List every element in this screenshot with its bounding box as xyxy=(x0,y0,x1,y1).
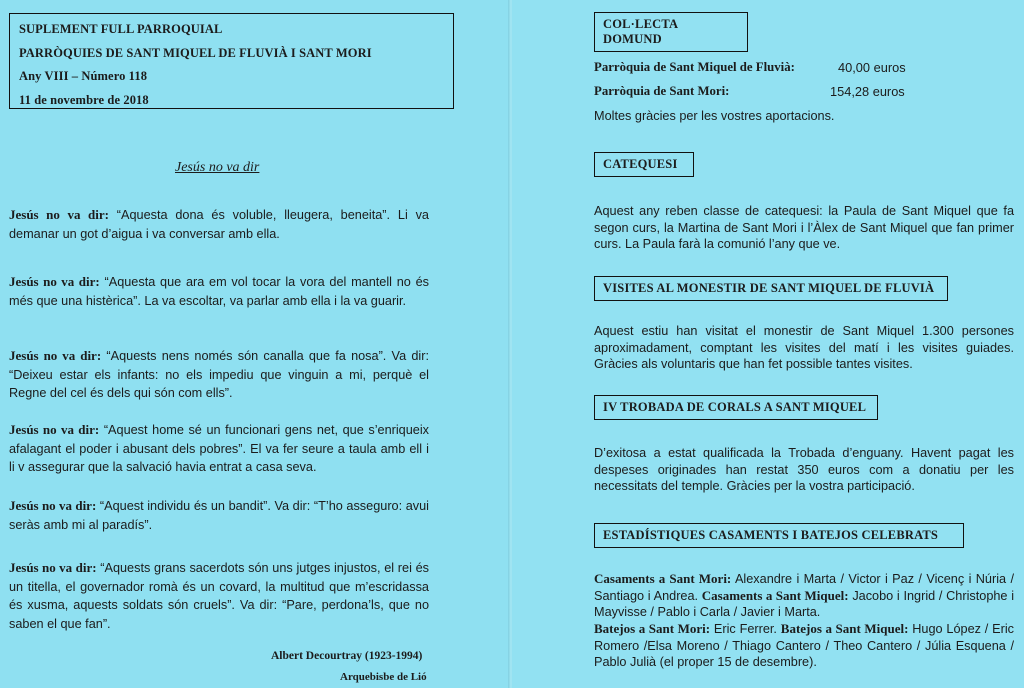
section-heading-visites: VISITES AL MONESTIR DE SANT MIQUEL DE FLUVIÀ xyxy=(594,276,948,301)
batejos-text xyxy=(594,621,1014,671)
article-title: Jesús no va dir xyxy=(175,160,260,175)
batejos-miquel-label: Batejos a Sant Miquel: xyxy=(780,621,909,636)
section-heading-corals: IV TROBADA DE CORALS A SANT MIQUEL xyxy=(594,395,878,420)
paragraph-text: “Aquest home sé un funcionari gens net, que s’enriqueix afalagant el poder i abusant dels pobres”. El va fer seure a taula amb ell i li v assegurar que la salvació havia entrat a casa seva. xyxy=(9,423,429,474)
paragraph-text: “Aquesta que ara em vol tocar la vora del mantell no és més que una histèrica”. La va escoltar, va parlar amb ella i la va guarir. xyxy=(9,275,430,308)
section-heading-estadistiques: ESTADÍSTIQUES CASAMENTS I BATEJOS CELEBRATS xyxy=(594,523,964,548)
paragraph-lead: Jesús no va dir: xyxy=(9,422,100,437)
casaments-text xyxy=(594,571,1014,621)
header-line-date: 11 de novembre de 2018 xyxy=(19,92,149,107)
donation-value: 154,28 euros xyxy=(830,84,905,99)
casaments-mori-label: Casaments a Sant Mori: xyxy=(594,571,732,586)
article-paragraph xyxy=(9,559,429,633)
article-paragraph xyxy=(9,347,429,403)
left-page xyxy=(0,0,510,688)
section-heading-domund: COL·LECTA DOMUND xyxy=(594,12,748,52)
header-box xyxy=(9,13,454,109)
paragraph-lead: Jesús no va dir: xyxy=(9,274,100,289)
batejos-mori-list: Eric Ferrer. xyxy=(713,622,777,636)
header-line-parishes: PARRÒQUIES DE SANT MIQUEL DE FLUVIÀ I SANT MORI xyxy=(19,45,372,60)
signature-role: Arquebisbe de Lió xyxy=(340,671,427,683)
paragraph-lead: Jesús no va dir: xyxy=(9,207,109,222)
section-heading-catequesi: CATEQUESI xyxy=(594,152,694,177)
casaments-mori-list: Alexandre i Marta / Victor i Paz / Vicenç i Núria / Santiago i Andrea. xyxy=(594,572,1014,603)
signature-name: Albert Decourtray (1923-1994) xyxy=(271,650,423,662)
casaments-miquel-list: Jacobo i Ingrid / Christophe i Mayvisse / Pablo i Carla / Javier i Marta. xyxy=(594,588,1015,619)
article-paragraph xyxy=(9,497,429,534)
catequesi-text: Aquest any reben classe de catequesi: la Paula de Sant Miquel que fa segon curs, la Martina de Sant Mori i l’Àlex de Sant Miquel que fan primer curs. La Paula farà la comunió l’any que ve. xyxy=(594,204,1014,251)
casaments-miquel-label: Casaments a Sant Miquel: xyxy=(701,587,849,603)
domund-thanks: Moltes gràcies per les vostres aportacions. xyxy=(594,109,835,123)
paragraph-lead: Jesús no va dir: xyxy=(9,348,102,363)
article-paragraph xyxy=(9,421,429,477)
donation-label: Parròquia de Sant Mori: xyxy=(594,84,730,98)
header-line-issue: Any VIII – Número 118 xyxy=(19,69,148,83)
header-line-supplement: SUPLEMENT FULL PARROQUIAL xyxy=(19,22,223,36)
paragraph-lead: Jesús no va dir: xyxy=(9,498,97,513)
paragraph-text: “Aquesta dona és voluble, lleugera, beneita”. Li va demanar un got d’aigua i va conversar amb ella. xyxy=(9,208,429,241)
paragraph-text: “Aquest individu és un bandit”. Va dir: “T’ho asseguro: avui seràs amb mi al paradís”. xyxy=(9,499,429,532)
batejos-miquel-list: Hugo López / Eric Romero /Elsa Moreno / Thiago Cantero / Theo Cantero / Júlia Esquena / Pablo Julià (el proper 15 de desembre). xyxy=(594,622,1014,669)
paragraph-lead: Jesús no va dir: xyxy=(9,560,97,575)
paragraph-text: “Aquests grans sacerdots són uns jutges injustos, el rei és un titella, el governador romà és un covard, la multitud que m’escridassa és xusma, aquests soldats són cruels”. Va dir: “Pare, perdona’ls, que no saben el que fan”. xyxy=(9,561,429,631)
article-paragraph xyxy=(9,273,429,310)
article-paragraph xyxy=(9,206,429,243)
corals-text: D’exitosa a estat qualificada la Trobada d’enguany. Havent pagat les despeses originades han restat 350 euros com a donatiu per les necessitats del temple. Gràcies per la vostra participació. xyxy=(594,446,1014,493)
donation-value: 40,00 euros xyxy=(838,60,906,75)
paragraph-text: “Aquests nens només són canalla que fa nosa”. Va dir: “Deixeu estar els infants: no els impediu que vinguin a mi, perquè el Regne del cel és dels qui són com ells”. xyxy=(9,349,429,400)
donation-label: Parròquia de Sant Miquel de Fluvià: xyxy=(594,60,795,74)
batejos-mori-label: Batejos a Sant Mori: xyxy=(594,621,711,636)
visites-text: Aquest estiu han visitat el monestir de Sant Miquel 1.300 persones aproximadament, comptant les visites del matí i les visites guiades. Gràcies als voluntaris que han fet possible tantes visites. xyxy=(594,324,1014,371)
